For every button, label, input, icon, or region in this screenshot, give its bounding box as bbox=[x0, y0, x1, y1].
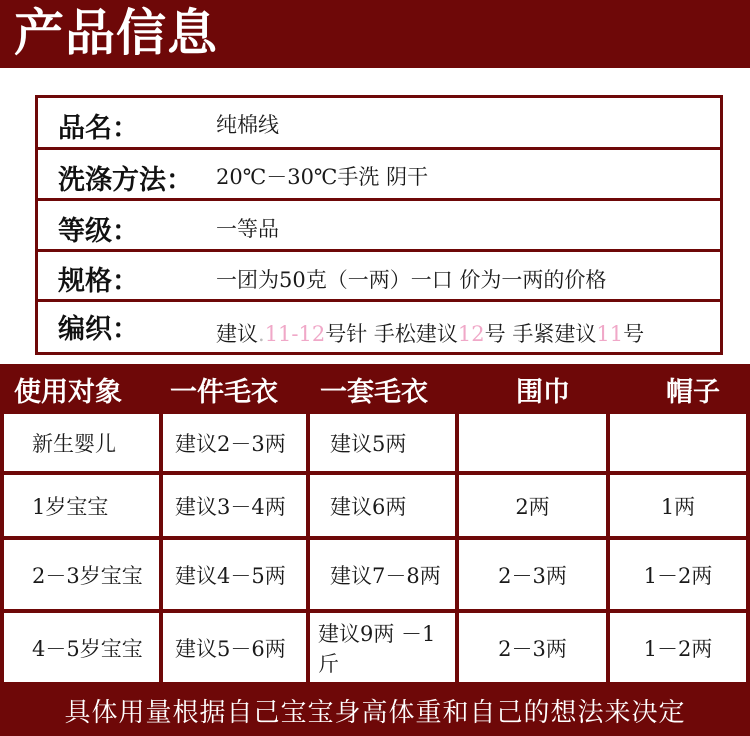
product-info-table bbox=[35, 95, 723, 355]
info-value: 纯棉线 bbox=[216, 113, 279, 137]
table-cell: 1－2两 bbox=[610, 613, 746, 682]
info-value: 20℃－30℃手洗 阴干 bbox=[216, 165, 429, 189]
info-label: 规格： bbox=[58, 266, 139, 297]
info-label: 编织： bbox=[58, 314, 139, 345]
table-cell: 4－5岁宝宝 bbox=[4, 613, 159, 682]
table-cell: 2－3两 bbox=[459, 613, 606, 682]
text-segment: 号针 手松建议 bbox=[325, 322, 458, 346]
info-row-knitting bbox=[38, 302, 720, 352]
column-header: 帽子 bbox=[666, 377, 720, 408]
table-cell: 2－3岁宝宝 bbox=[4, 540, 159, 609]
table-cell: 1两 bbox=[610, 475, 746, 536]
footer bbox=[0, 684, 750, 736]
info-value: 一团为50克（一两）一口 价为一两的价格 bbox=[216, 268, 607, 292]
info-row-name bbox=[38, 98, 720, 150]
column-header: 使用对象 bbox=[14, 377, 122, 408]
text-segment: 号 手紧建议 bbox=[484, 322, 597, 346]
info-row-grade bbox=[38, 201, 720, 252]
table-cell: 建议2－3两 bbox=[163, 414, 306, 471]
footer-note: 具体用量根据自己宝宝身高体重和自己的想法来决定 bbox=[64, 698, 686, 728]
column-header: 一件毛衣 bbox=[170, 377, 278, 408]
table-cell: 新生婴儿 bbox=[4, 414, 159, 471]
info-value bbox=[216, 318, 644, 348]
table-cell: 建议5两 bbox=[310, 414, 455, 471]
page-title: 产品信息 bbox=[14, 4, 218, 62]
header bbox=[0, 0, 750, 68]
table-cell: 建议6两 bbox=[310, 475, 455, 536]
needle-size-highlight: 11-12 bbox=[264, 322, 326, 346]
table-cell: 2两 bbox=[459, 475, 606, 536]
table-cell: 1岁宝宝 bbox=[4, 475, 159, 536]
text-segment: . bbox=[258, 322, 265, 346]
table-cell: 1－2两 bbox=[610, 540, 746, 609]
table-cell: 建议3－4两 bbox=[163, 475, 306, 536]
needle-size-highlight: 12 bbox=[457, 322, 485, 346]
info-row-washing bbox=[38, 150, 720, 201]
table-cell: 2－3两 bbox=[459, 540, 606, 609]
table-cell: 建议7－8两 bbox=[310, 540, 455, 609]
info-row-spec bbox=[38, 252, 720, 302]
info-label: 品名： bbox=[58, 113, 139, 144]
table-cell bbox=[610, 414, 746, 471]
text-segment: 建议 bbox=[216, 322, 258, 346]
info-label: 洗涤方法： bbox=[58, 165, 193, 196]
table-cell bbox=[459, 414, 606, 471]
info-value: 一等品 bbox=[216, 217, 279, 241]
column-header: 围巾 bbox=[516, 377, 570, 408]
table-cell: 建议5－6两 bbox=[163, 613, 306, 682]
usage-table bbox=[0, 412, 750, 684]
needle-size-highlight: 11 bbox=[596, 322, 624, 346]
text-segment: 号 bbox=[623, 322, 645, 346]
column-header: 一套毛衣 bbox=[320, 377, 428, 408]
usage-table-header bbox=[0, 364, 750, 412]
table-cell: 建议4－5两 bbox=[163, 540, 306, 609]
table-cell: 建议9两 －1斤 bbox=[310, 613, 455, 682]
info-label: 等级： bbox=[58, 216, 139, 247]
